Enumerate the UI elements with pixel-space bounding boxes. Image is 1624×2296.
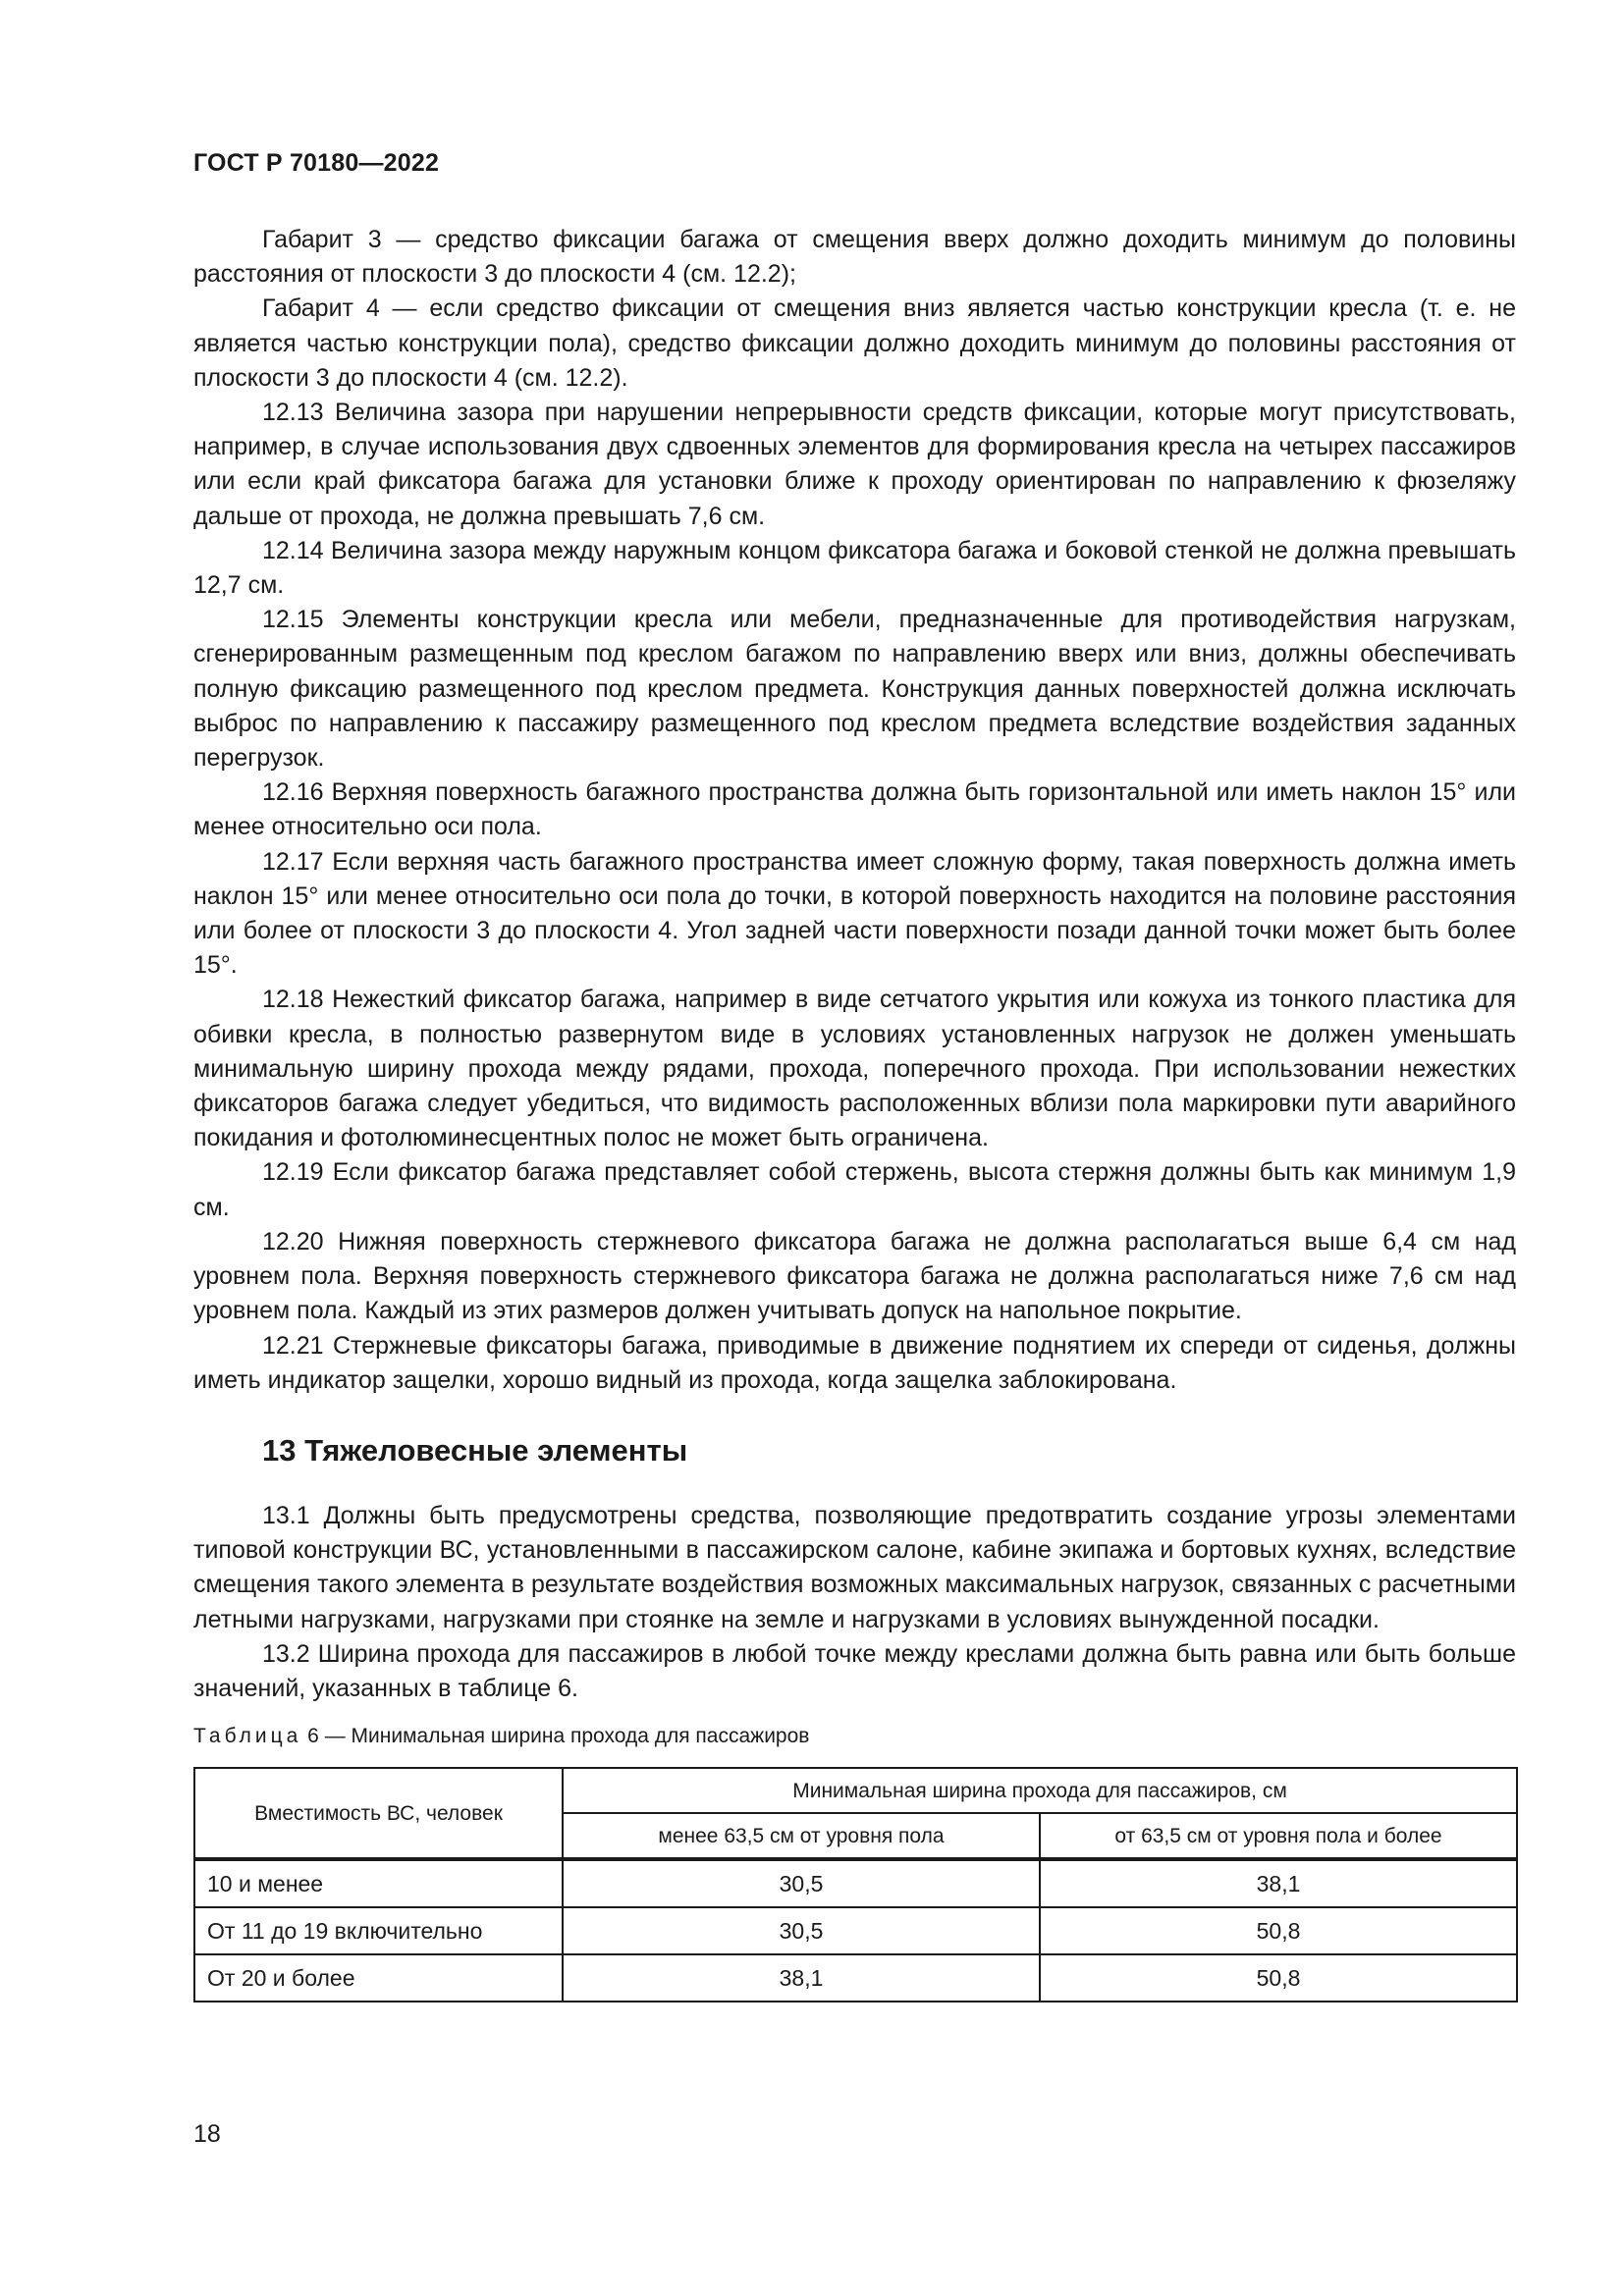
paragraph: 12.13 Величина зазора при нарушении непрерывности средств фиксации, которые могут присутствовать, например, в случае использования двух сдвоенных элементов для формирования кресла на четырех пассажиров или если край фиксатора багажа для установки ближе к проходу ориентирован по направлению к фюзеляжу дальше от прохода, не должна превышать 7,6 см. [193,399,1516,530]
paragraph: Габарит 4 — если средство фиксации от смещения вниз является частью конструкции кресла (т. е. не является частью конструкции пола), средство фиксации должно доходить минимум до половины расстояния от плоскости 3 до плоскости 4 (см. 12.2). [193,294,1516,392]
paragraph: 13.1 Должны быть предусмотрены средства, позволяющие предотвратить создание угрозы элементами типовой конструкции ВС, установленными в пассажирском салоне, кабине экипажа и бортовых кухнях, вследствие смещения такого элемента в результате воздействия возможных максимальных нагрузок, связанных с расчетными летными нагрузками, нагрузками при стоянке на земле и нагрузками в условиях вынужденной посадки. [193,1501,1516,1633]
below-cell: 30,5 [563,1907,1040,1954]
paragraph: Габарит 3 — средство фиксации багажа от смещения вверх должно доходить минимум до половины расстояния от плоскости 3 до плоскости 4 (см. 12.2); [193,226,1516,289]
capacity-cell: От 20 и более [194,1954,563,2002]
paragraph: 12.20 Нижняя поверхность стержневого фиксатора багажа не должна располагаться выше 6,4 см над уровнем пола. Верхняя поверхность стержневого фиксатора багажа не должна располагаться ниже 7,6 см над уровнем пола. Каждый из этих размеров должен учитывать допуск на напольное покрытие. [193,1227,1516,1325]
table-row [194,1907,1517,1954]
document-body [193,223,1516,2002]
column-header-above: от 63,5 см от уровня пола и более [1040,1813,1517,1859]
section-heading: 13 Тяжеловесные элементы [262,1432,688,1468]
standard-header: ГОСТ Р 70180—2022 [193,149,440,177]
paragraph: 12.21 Стержневые фиксаторы багажа, приводимые в движение поднятием их спереди от сиденья, должны иметь индикатор защелки, хорошо видный из прохода, когда защелка заблокирована. [193,1331,1516,1394]
table-row [194,1859,1517,1907]
above-cell: 50,8 [1040,1907,1517,1954]
paragraph: 12.15 Элементы конструкции кресла или мебели, предназначенные для противодействия нагрузкам, сгенерированным размещенным под креслом багажом по направлению вверх или вниз, должны обеспечивать полную фиксацию размещенного под креслом предмета. Конструкция данных поверхностей должна исключать выброс по направлению к пассажиру размещенного под креслом предмета вследствие воздействия заданных перегрузок. [193,606,1516,773]
paragraph: 13.2 Ширина прохода для пассажиров в любой точке между креслами должна быть равна или быть больше значений, указанных в таблице 6. [193,1639,1516,1702]
above-cell: 38,1 [1040,1859,1517,1907]
aisle-width-table [193,1767,1518,2002]
table-caption-title: 6 — Минимальная ширина прохода для пассажиров [301,1725,810,1748]
table-caption [193,1724,1516,1749]
table-caption-label: Таблица [193,1725,302,1748]
table-row [194,1954,1517,2002]
capacity-cell: 10 и менее [194,1859,563,1907]
paragraph: 12.14 Величина зазора между наружным концом фиксатора багажа и боковой стенкой не должна превышать 12,7 см. [193,536,1516,600]
capacity-cell: От 11 до 19 включительно [194,1907,563,1954]
column-header-group: Минимальная ширина прохода для пассажиров, см [563,1768,1517,1813]
page-number: 18 [193,2120,221,2148]
paragraph: 12.16 Верхняя поверхность багажного пространства должна быть горизонтальной или иметь наклон 15° или менее относительно оси пола. [193,778,1516,841]
paragraph: 12.18 Нежесткий фиксатор багажа, например в виде сетчатого укрытия или кожуха из тонкого пластика для обивки кресла, в полностью развернутом виде в условиях установленных нагрузок не должен уменьшать минимальную ширину прохода между рядами, прохода, поперечного прохода. При использовании нежестких фиксаторов багажа следует убедиться, что видимость расположенных вблизи пола маркировки пути аварийного покидания и фотолюминесцентных полос не может быть ограничена. [193,986,1516,1152]
above-cell: 50,8 [1040,1954,1517,2002]
column-header-below: менее 63,5 см от уровня пола [563,1813,1040,1859]
paragraph: 12.17 Если верхняя часть багажного пространства имеет сложную форму, такая поверхность должна иметь наклон 15° или менее относительно оси пола до точки, в которой поверхность находится на половине расстояния или более от плоскости 3 до плоскости 4. Угол задней части поверхности позади данной точки может быть более 15°. [193,847,1516,980]
column-header-capacity: Вместимость ВС, человек [194,1768,563,1859]
below-cell: 38,1 [563,1954,1040,2002]
below-cell: 30,5 [563,1859,1040,1907]
paragraph: 12.19 Если фиксатор багажа представляет собой стержень, высота стержня должны быть как минимум 1,9 см. [193,1158,1516,1221]
